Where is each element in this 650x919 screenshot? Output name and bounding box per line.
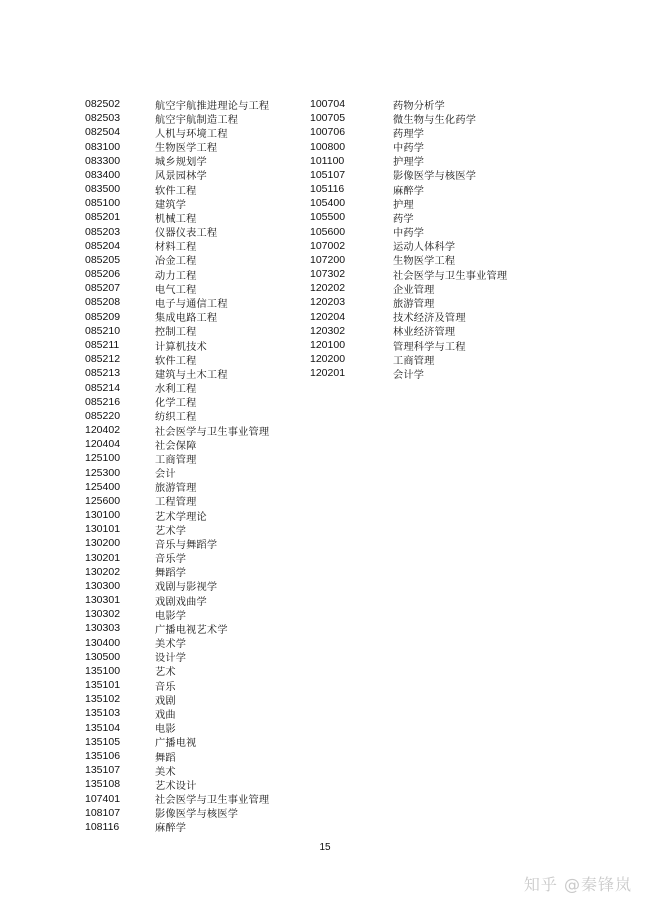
table-row xyxy=(310,352,507,366)
discipline-code: 120404 xyxy=(85,438,121,451)
discipline-code: 085213 xyxy=(85,367,121,380)
table-row xyxy=(85,480,269,494)
discipline-name: 艺术 xyxy=(155,667,176,679)
discipline-name: 音乐 xyxy=(155,681,176,693)
discipline-code: 135108 xyxy=(85,778,121,791)
table-row xyxy=(310,267,507,281)
table-row xyxy=(85,352,269,366)
discipline-name: 工商管理 xyxy=(155,454,197,466)
discipline-name: 运动人体科学 xyxy=(393,242,456,254)
table-row xyxy=(85,593,269,607)
discipline-name: 戏剧与影视学 xyxy=(155,582,218,594)
table-row xyxy=(85,494,269,508)
table-row xyxy=(85,579,269,593)
discipline-code: 083400 xyxy=(85,168,121,181)
discipline-code: 120100 xyxy=(310,339,346,351)
discipline-name: 戏剧戏曲学 xyxy=(155,596,207,608)
discipline-code: 135107 xyxy=(85,764,121,777)
discipline-name: 管理科学与工程 xyxy=(393,341,466,353)
discipline-code: 085220 xyxy=(85,409,121,422)
table-row xyxy=(85,267,269,281)
discipline-name: 电子与通信工程 xyxy=(155,299,228,310)
discipline-name: 社会保障 xyxy=(155,440,197,452)
discipline-name: 社会医学与卫生事业管理 xyxy=(393,270,508,282)
table-row xyxy=(310,140,507,154)
discipline-name: 城乡规划学 xyxy=(155,157,207,169)
discipline-name: 药理学 xyxy=(393,128,425,140)
table-row xyxy=(310,97,507,111)
discipline-name: 风景园林学 xyxy=(155,171,207,183)
discipline-name: 麻醉学 xyxy=(393,185,425,197)
discipline-name: 旅游管理 xyxy=(393,299,435,310)
discipline-name: 动力工程 xyxy=(155,270,197,282)
discipline-name: 音乐学 xyxy=(155,554,187,566)
discipline-name: 中药学 xyxy=(393,143,425,155)
table-row xyxy=(310,111,507,125)
discipline-name: 航空宇航推进理论与工程 xyxy=(155,100,270,112)
discipline-name: 生物医学工程 xyxy=(155,143,218,155)
discipline-name: 仪器仪表工程 xyxy=(155,228,218,240)
table-row xyxy=(85,664,269,678)
discipline-name: 林业经济管理 xyxy=(393,327,456,339)
discipline-name: 控制工程 xyxy=(155,327,197,339)
table-row xyxy=(85,338,269,352)
table-row xyxy=(85,423,269,437)
discipline-name: 工程管理 xyxy=(155,497,197,509)
table-row xyxy=(85,395,269,409)
discipline-name: 化学工程 xyxy=(155,398,197,410)
table-row xyxy=(85,791,269,805)
discipline-name: 戏曲 xyxy=(155,709,176,721)
table-row xyxy=(85,125,269,139)
discipline-name: 软件工程 xyxy=(155,185,197,197)
discipline-code: 130500 xyxy=(85,650,121,663)
discipline-code: 120302 xyxy=(310,324,346,337)
discipline-name: 冶金工程 xyxy=(155,256,197,268)
discipline-name: 广播电视 xyxy=(155,738,197,750)
table-row xyxy=(85,636,269,650)
table-row xyxy=(85,409,269,423)
discipline-name: 集成电路工程 xyxy=(155,313,218,325)
discipline-code: 135103 xyxy=(85,707,121,720)
table-row xyxy=(310,125,507,139)
discipline-code: 085201 xyxy=(85,211,121,224)
discipline-code: 085207 xyxy=(85,282,121,295)
discipline-code: 135102 xyxy=(85,693,121,706)
discipline-code: 130101 xyxy=(85,523,121,536)
discipline-code: 100704 xyxy=(310,98,346,111)
table-row xyxy=(85,281,269,295)
discipline-name: 工商管理 xyxy=(393,355,435,367)
table-row xyxy=(310,196,507,210)
discipline-code: 085204 xyxy=(85,239,121,252)
table-row xyxy=(85,706,269,720)
discipline-name: 人机与环境工程 xyxy=(155,128,228,140)
table-row xyxy=(85,225,269,239)
discipline-name: 药物分析学 xyxy=(393,100,445,112)
discipline-code: 105600 xyxy=(310,225,346,238)
table-row xyxy=(85,678,269,692)
discipline-name: 广播电视艺术学 xyxy=(155,624,228,636)
table-row xyxy=(310,310,507,324)
discipline-code: 130201 xyxy=(85,551,121,564)
discipline-code: 108116 xyxy=(85,820,120,833)
table-row xyxy=(85,763,269,777)
discipline-name: 艺术学 xyxy=(155,525,187,537)
discipline-code: 135106 xyxy=(85,749,121,762)
table-row xyxy=(85,650,269,664)
table-row xyxy=(85,154,269,168)
table-row xyxy=(310,168,507,182)
table-row xyxy=(85,324,269,338)
table-row xyxy=(85,465,269,479)
table-row xyxy=(310,281,507,295)
discipline-name: 会计 xyxy=(155,469,176,481)
discipline-code: 100706 xyxy=(310,126,346,139)
discipline-name: 软件工程 xyxy=(155,355,197,367)
table-row xyxy=(85,182,269,196)
table-row xyxy=(85,820,269,834)
discipline-code: 085100 xyxy=(85,197,121,210)
discipline-code: 130301 xyxy=(85,594,121,607)
discipline-code: 083500 xyxy=(85,183,121,196)
discipline-name: 企业管理 xyxy=(393,284,435,296)
discipline-name: 生物医学工程 xyxy=(393,256,456,268)
table-row xyxy=(85,522,269,536)
discipline-code: 120203 xyxy=(310,296,346,309)
discipline-name: 水利工程 xyxy=(155,384,197,396)
discipline-name: 建筑与土木工程 xyxy=(155,369,228,381)
table-row xyxy=(85,295,269,309)
discipline-code: 125600 xyxy=(85,494,121,507)
discipline-code: 120201 xyxy=(310,367,346,380)
discipline-code: 120202 xyxy=(310,282,346,295)
discipline-name: 材料工程 xyxy=(155,242,197,254)
discipline-code: 085206 xyxy=(85,268,121,281)
discipline-name: 护理 xyxy=(393,199,414,211)
discipline-code: 120200 xyxy=(310,353,346,366)
discipline-code: 100800 xyxy=(310,140,346,153)
discipline-name: 社会医学与卫生事业管理 xyxy=(155,426,270,438)
discipline-code: 120204 xyxy=(310,310,346,323)
table-row xyxy=(85,168,269,182)
discipline-code: 130303 xyxy=(85,622,121,635)
table-row xyxy=(85,508,269,522)
discipline-name: 建筑学 xyxy=(155,199,187,211)
discipline-code: 130302 xyxy=(85,608,121,621)
table-row xyxy=(85,239,269,253)
discipline-name: 美术学 xyxy=(155,639,187,651)
table-row xyxy=(310,338,507,352)
discipline-code: 105107 xyxy=(310,168,346,181)
table-row xyxy=(85,97,269,111)
table-row xyxy=(85,210,269,224)
discipline-name: 纺织工程 xyxy=(155,412,197,424)
discipline-code: 130100 xyxy=(85,509,121,522)
discipline-code: 107401 xyxy=(85,792,121,805)
discipline-name: 电气工程 xyxy=(155,284,197,296)
table-row xyxy=(85,721,269,735)
table-row xyxy=(85,692,269,706)
discipline-code: 130200 xyxy=(85,537,121,550)
table-row xyxy=(85,806,269,820)
discipline-name: 麻醉学 xyxy=(155,823,187,835)
table-row xyxy=(85,621,269,635)
table-row xyxy=(85,735,269,749)
discipline-name: 计算机技术 xyxy=(155,341,207,353)
table-row xyxy=(85,310,269,324)
table-row xyxy=(310,239,507,253)
table-row xyxy=(310,253,507,267)
discipline-code: 135104 xyxy=(85,721,121,734)
discipline-code: 107200 xyxy=(310,253,346,266)
table-row xyxy=(85,437,269,451)
table-row xyxy=(85,253,269,267)
discipline-code: 130300 xyxy=(85,579,121,592)
discipline-code: 082502 xyxy=(85,98,121,111)
discipline-name: 戏剧 xyxy=(155,695,176,707)
table-row xyxy=(310,324,507,338)
discipline-code: 105500 xyxy=(310,211,346,224)
table-row xyxy=(85,777,269,791)
watermark: 知乎 @秦锋岚 xyxy=(523,875,632,894)
discipline-code: 130202 xyxy=(85,565,121,578)
table-row xyxy=(310,225,507,239)
discipline-code: 135101 xyxy=(85,679,121,692)
discipline-name: 设计学 xyxy=(155,653,187,665)
discipline-name: 艺术设计 xyxy=(155,780,197,792)
page-number: 15 xyxy=(319,842,331,853)
table-row xyxy=(310,154,507,168)
discipline-name: 美术 xyxy=(155,766,176,778)
table-row xyxy=(85,607,269,621)
discipline-name: 影像医学与核医学 xyxy=(155,809,239,821)
discipline-name: 影像医学与核医学 xyxy=(393,171,477,183)
discipline-name: 中药学 xyxy=(393,228,425,240)
discipline-code: 125300 xyxy=(85,466,121,479)
discipline-name: 航空宇航制造工程 xyxy=(155,114,239,126)
table-row xyxy=(85,196,269,210)
discipline-code: 085212 xyxy=(85,353,121,366)
discipline-name: 机械工程 xyxy=(155,213,197,225)
discipline-code: 107002 xyxy=(310,239,346,252)
discipline-name: 旅游管理 xyxy=(155,483,197,495)
discipline-code: 135105 xyxy=(85,735,121,748)
discipline-name: 舞蹈学 xyxy=(155,568,187,580)
discipline-code: 085211 xyxy=(85,339,120,351)
discipline-code: 083100 xyxy=(85,140,121,153)
table-row xyxy=(85,366,269,380)
discipline-name: 药学 xyxy=(393,213,414,225)
discipline-code: 135100 xyxy=(85,664,121,677)
discipline-code: 082503 xyxy=(85,112,121,125)
discipline-code: 101100 xyxy=(310,154,345,167)
table-row xyxy=(85,380,269,394)
discipline-code: 107302 xyxy=(310,268,346,281)
discipline-code: 082504 xyxy=(85,126,121,139)
discipline-name: 电影 xyxy=(155,724,176,736)
discipline-code: 085209 xyxy=(85,310,121,323)
table-row xyxy=(310,182,507,196)
table-row xyxy=(85,111,269,125)
table-row xyxy=(85,140,269,154)
table-row xyxy=(85,749,269,763)
discipline-name: 电影学 xyxy=(155,610,187,622)
table-row xyxy=(310,366,507,380)
table-row xyxy=(310,295,507,309)
discipline-code: 108107 xyxy=(85,806,121,819)
table-row xyxy=(85,536,269,550)
discipline-code: 125400 xyxy=(85,480,121,493)
discipline-code: 105116 xyxy=(310,183,345,196)
right-column xyxy=(310,97,507,380)
discipline-code: 105400 xyxy=(310,197,346,210)
discipline-name: 会计学 xyxy=(393,369,425,381)
discipline-code: 085205 xyxy=(85,253,121,266)
discipline-name: 艺术学理论 xyxy=(155,511,207,523)
discipline-name: 微生物与生化药学 xyxy=(393,114,477,126)
table-row xyxy=(85,451,269,465)
discipline-code: 085208 xyxy=(85,296,121,309)
discipline-code: 085216 xyxy=(85,395,121,408)
table-row xyxy=(310,210,507,224)
discipline-name: 护理学 xyxy=(393,157,425,169)
discipline-code: 085214 xyxy=(85,381,121,394)
left-column xyxy=(85,97,269,834)
discipline-code: 120402 xyxy=(85,424,121,437)
discipline-name: 技术经济及管理 xyxy=(393,313,466,325)
discipline-code: 085203 xyxy=(85,225,121,238)
discipline-code: 125100 xyxy=(85,452,121,465)
discipline-code: 083300 xyxy=(85,154,121,167)
discipline-code: 085210 xyxy=(85,324,121,337)
discipline-name: 社会医学与卫生事业管理 xyxy=(155,795,270,807)
discipline-code: 100705 xyxy=(310,112,346,125)
discipline-name: 舞蹈 xyxy=(155,752,176,764)
discipline-name: 音乐与舞蹈学 xyxy=(155,539,218,551)
discipline-code: 130400 xyxy=(85,636,121,649)
table-row xyxy=(85,565,269,579)
table-row xyxy=(85,551,269,565)
